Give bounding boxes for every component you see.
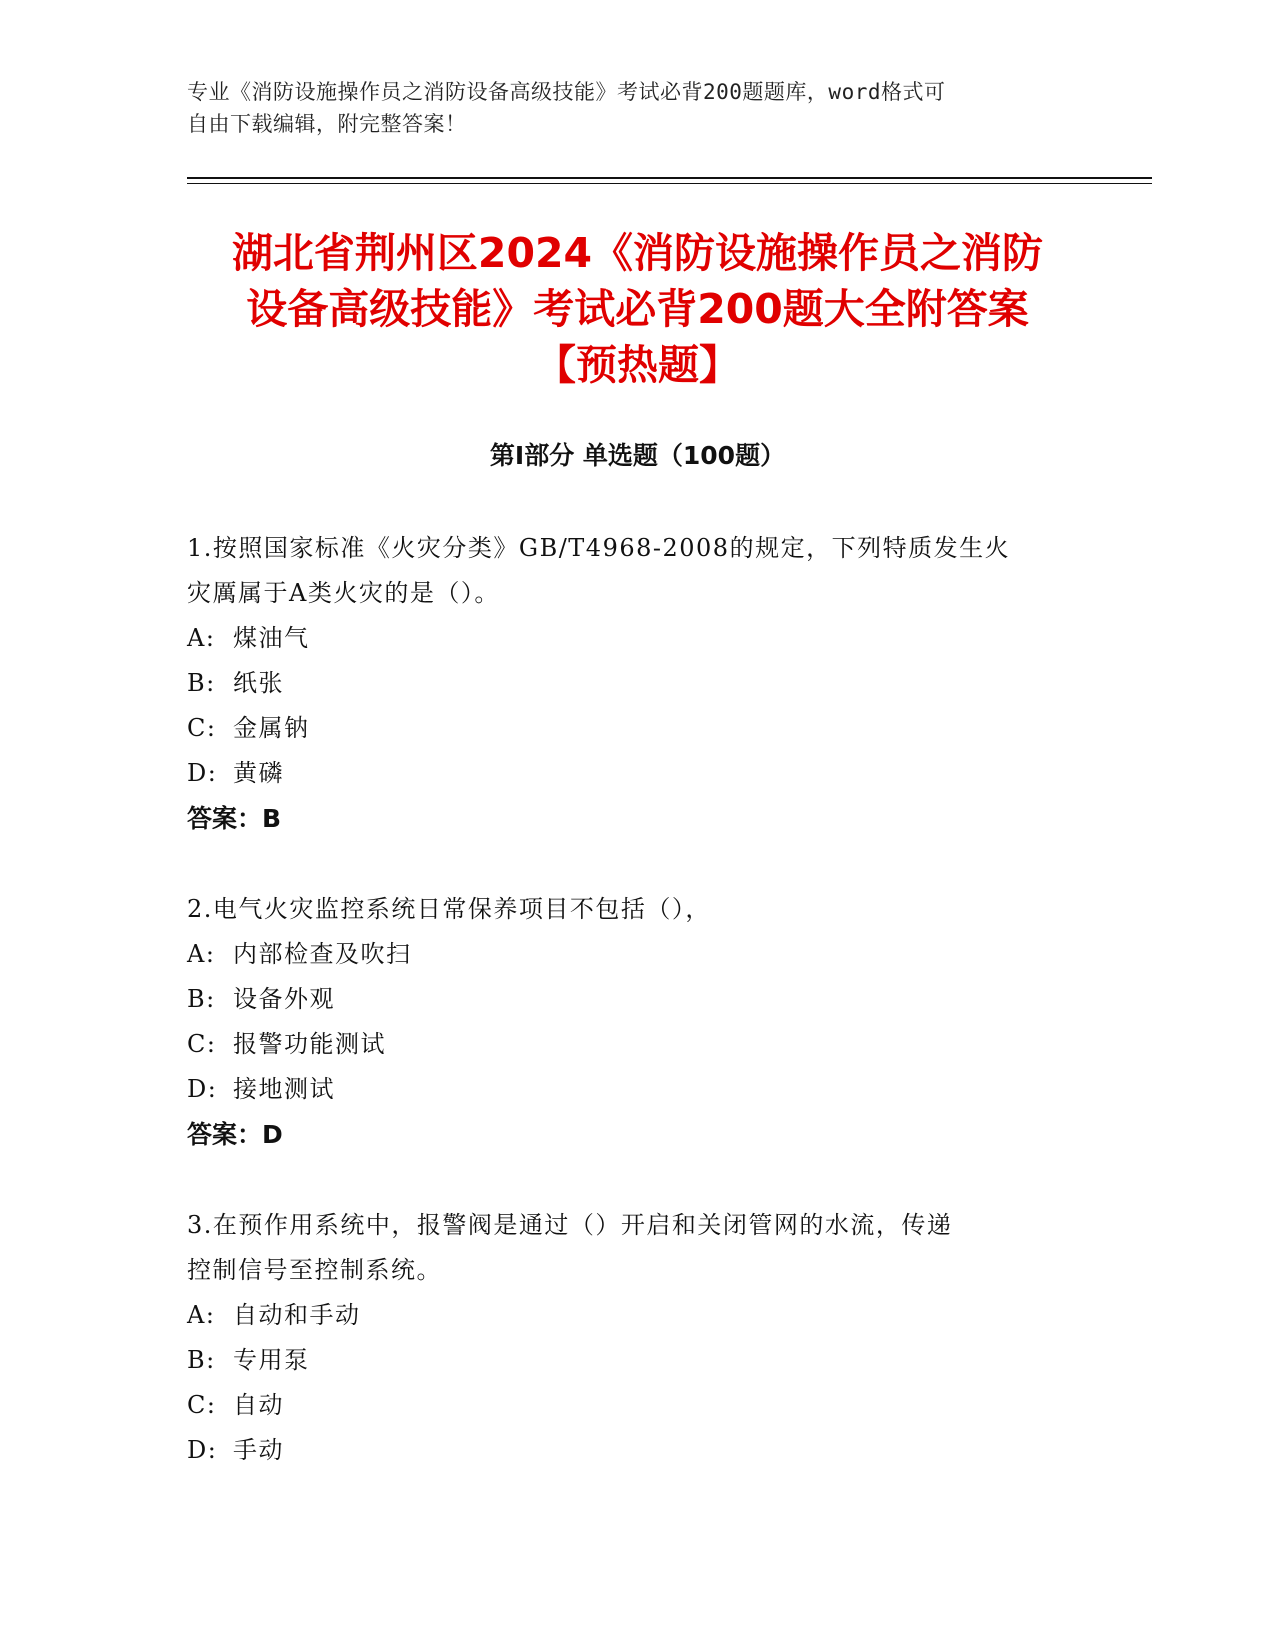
option-text: 自动 [233, 1391, 284, 1419]
title-line: 湖北省荆州区2024《消防设施操作员之消防 [231, 229, 1044, 277]
option-c [187, 1383, 1087, 1428]
option-letter: A: [187, 1301, 216, 1329]
option-text: 自动和手动 [233, 1301, 361, 1329]
option-a [187, 1293, 1087, 1338]
option-letter: A: [187, 940, 216, 968]
question-stem [187, 1203, 1087, 1293]
header-note-line: 自由下载编辑，附完整答案！ [187, 112, 467, 136]
option-d [187, 1428, 1087, 1473]
option-text: 金属钠 [233, 714, 310, 742]
option-d [187, 751, 1087, 796]
option-text: 设备外观 [233, 985, 335, 1013]
option-letter: B: [187, 985, 216, 1013]
option-text: 黄磷 [233, 759, 284, 787]
option-text: 煤油气 [233, 624, 310, 652]
question-item [187, 1203, 1087, 1473]
option-letter: C: [187, 1391, 217, 1419]
option-a [187, 932, 1087, 977]
question-stem-line: 灾厲属于A类火灾的是（）。 [187, 579, 500, 607]
option-c [187, 706, 1087, 751]
option-d [187, 1067, 1087, 1112]
option-a [187, 616, 1087, 661]
option-letter: C: [187, 714, 217, 742]
header-divider-thin [187, 183, 1152, 184]
option-text: 内部检查及吹扫 [233, 940, 412, 968]
option-text: 专用泵 [233, 1346, 310, 1374]
question-list [187, 526, 1087, 1519]
question-stem-line: 3.在预作用系统中，报警阀是通过（）开启和关闭管网的水流，传递 [187, 1211, 953, 1239]
section-title: 第I部分 单选题（100题） [489, 441, 786, 470]
document-title [150, 225, 1125, 393]
option-letter: C: [187, 1030, 217, 1058]
header-note-line: 专业《消防设施操作员之消防设备高级技能》考试必背200题题库，word格式可 [187, 80, 946, 104]
answer-line: 答案：D [187, 1120, 283, 1149]
option-letter: D: [187, 1075, 218, 1103]
option-b [187, 661, 1087, 706]
header-note [187, 76, 1067, 140]
option-text: 报警功能测试 [233, 1030, 386, 1058]
question-stem-line: 控制信号至控制系统。 [187, 1256, 442, 1284]
title-line: 设备高级技能》考试必背200题大全附答案 [246, 285, 1029, 333]
option-letter: B: [187, 669, 216, 697]
option-letter: A: [187, 624, 216, 652]
question-stem-line: 1.按照国家标准《火灾分类》GB/T4968-2008的规定，下列特质发生火 [187, 534, 1011, 562]
question-stem [187, 526, 1087, 616]
option-b [187, 1338, 1087, 1383]
option-letter: D: [187, 1436, 218, 1464]
option-text: 手动 [233, 1436, 284, 1464]
answer-line: 答案：B [187, 804, 282, 833]
option-text: 接地测试 [233, 1075, 335, 1103]
question-stem [187, 887, 1087, 932]
header-divider-thick [187, 177, 1152, 179]
question-item [187, 526, 1087, 841]
option-letter: B: [187, 1346, 216, 1374]
option-c [187, 1022, 1087, 1067]
question-item [187, 887, 1087, 1157]
title-line: 【预热题】 [535, 341, 740, 389]
option-letter: D: [187, 759, 218, 787]
option-b [187, 977, 1087, 1022]
question-stem-line: 2.电气火灾监控系统日常保养项目不包括（）， [187, 895, 711, 923]
option-text: 纸张 [233, 669, 284, 697]
